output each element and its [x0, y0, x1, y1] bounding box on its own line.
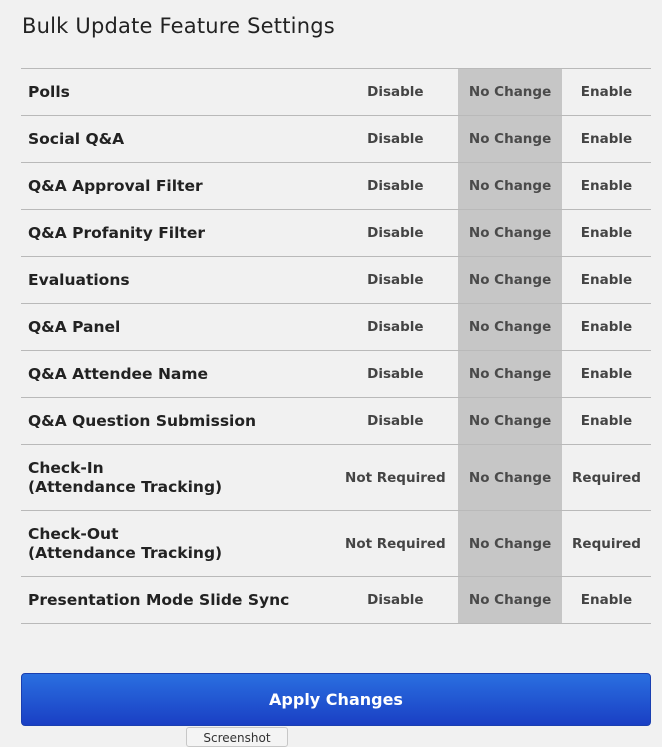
- option-required[interactable]: Required: [572, 469, 641, 486]
- option-not-required[interactable]: Not Required: [345, 469, 446, 486]
- setting-label: Q&A Attendee Name: [28, 364, 209, 383]
- screenshot-tooltip: Screenshot: [186, 727, 288, 747]
- setting-label: Presentation Mode Slide Sync: [28, 590, 290, 609]
- option-enable[interactable]: Enable: [580, 225, 633, 241]
- setting-row-polls: [21, 69, 651, 116]
- option-disable[interactable]: Disable: [367, 413, 424, 429]
- setting-label: Social Q&A: [28, 129, 125, 148]
- option-no-change[interactable]: No Change: [458, 577, 562, 623]
- option-no-change[interactable]: No Change: [458, 445, 562, 510]
- setting-label: Check-In (Attendance Tracking): [28, 458, 223, 496]
- setting-label: Check-Out (Attendance Tracking): [28, 524, 223, 562]
- option-no-change[interactable]: No Change: [458, 116, 562, 162]
- option-enable[interactable]: Enable: [580, 319, 633, 335]
- option-no-change[interactable]: No Change: [458, 69, 562, 115]
- option-required[interactable]: Required: [572, 535, 641, 552]
- option-no-change[interactable]: No Change: [458, 304, 562, 350]
- apply-changes-button[interactable]: Apply Changes: [21, 673, 651, 726]
- option-enable[interactable]: Enable: [580, 84, 633, 100]
- setting-label: Q&A Question Submission: [28, 411, 257, 430]
- option-enable[interactable]: Enable: [580, 272, 633, 288]
- setting-row-social-qa: [21, 116, 651, 163]
- option-disable[interactable]: Disable: [367, 178, 424, 194]
- setting-label: Evaluations: [28, 270, 130, 289]
- option-disable[interactable]: Disable: [367, 131, 424, 147]
- option-enable[interactable]: Enable: [580, 178, 633, 194]
- option-disable[interactable]: Disable: [367, 225, 424, 241]
- option-enable[interactable]: Enable: [580, 413, 633, 429]
- setting-row-qa-attendee-name: [21, 351, 651, 398]
- option-disable[interactable]: Disable: [367, 319, 424, 335]
- setting-row-presentation-mode-slide-sync: [21, 577, 651, 624]
- setting-row-qa-panel: [21, 304, 651, 351]
- option-no-change[interactable]: No Change: [458, 257, 562, 303]
- setting-row-qa-question-submission: [21, 398, 651, 445]
- option-no-change[interactable]: No Change: [458, 210, 562, 256]
- option-no-change[interactable]: No Change: [458, 163, 562, 209]
- option-enable[interactable]: Enable: [580, 592, 633, 608]
- setting-row-check-in: [21, 445, 651, 511]
- setting-label: Polls: [28, 82, 70, 101]
- option-disable[interactable]: Disable: [367, 366, 424, 382]
- option-no-change[interactable]: No Change: [458, 398, 562, 444]
- feature-settings-table: [21, 68, 651, 624]
- option-disable[interactable]: Disable: [367, 84, 424, 100]
- option-enable[interactable]: Enable: [580, 366, 633, 382]
- page-title: Bulk Update Feature Settings: [22, 14, 335, 38]
- setting-label: Q&A Approval Filter: [28, 176, 203, 195]
- setting-row-qa-profanity-filter: [21, 210, 651, 257]
- setting-row-qa-approval-filter: [21, 163, 651, 210]
- option-disable[interactable]: Disable: [367, 272, 424, 288]
- option-no-change[interactable]: No Change: [458, 351, 562, 397]
- setting-label: Q&A Profanity Filter: [28, 223, 205, 242]
- setting-row-check-out: [21, 511, 651, 577]
- setting-row-evaluations: [21, 257, 651, 304]
- option-no-change[interactable]: No Change: [458, 511, 562, 576]
- setting-label: Q&A Panel: [28, 317, 121, 336]
- option-enable[interactable]: Enable: [580, 131, 633, 147]
- option-not-required[interactable]: Not Required: [345, 535, 446, 552]
- option-disable[interactable]: Disable: [367, 592, 424, 608]
